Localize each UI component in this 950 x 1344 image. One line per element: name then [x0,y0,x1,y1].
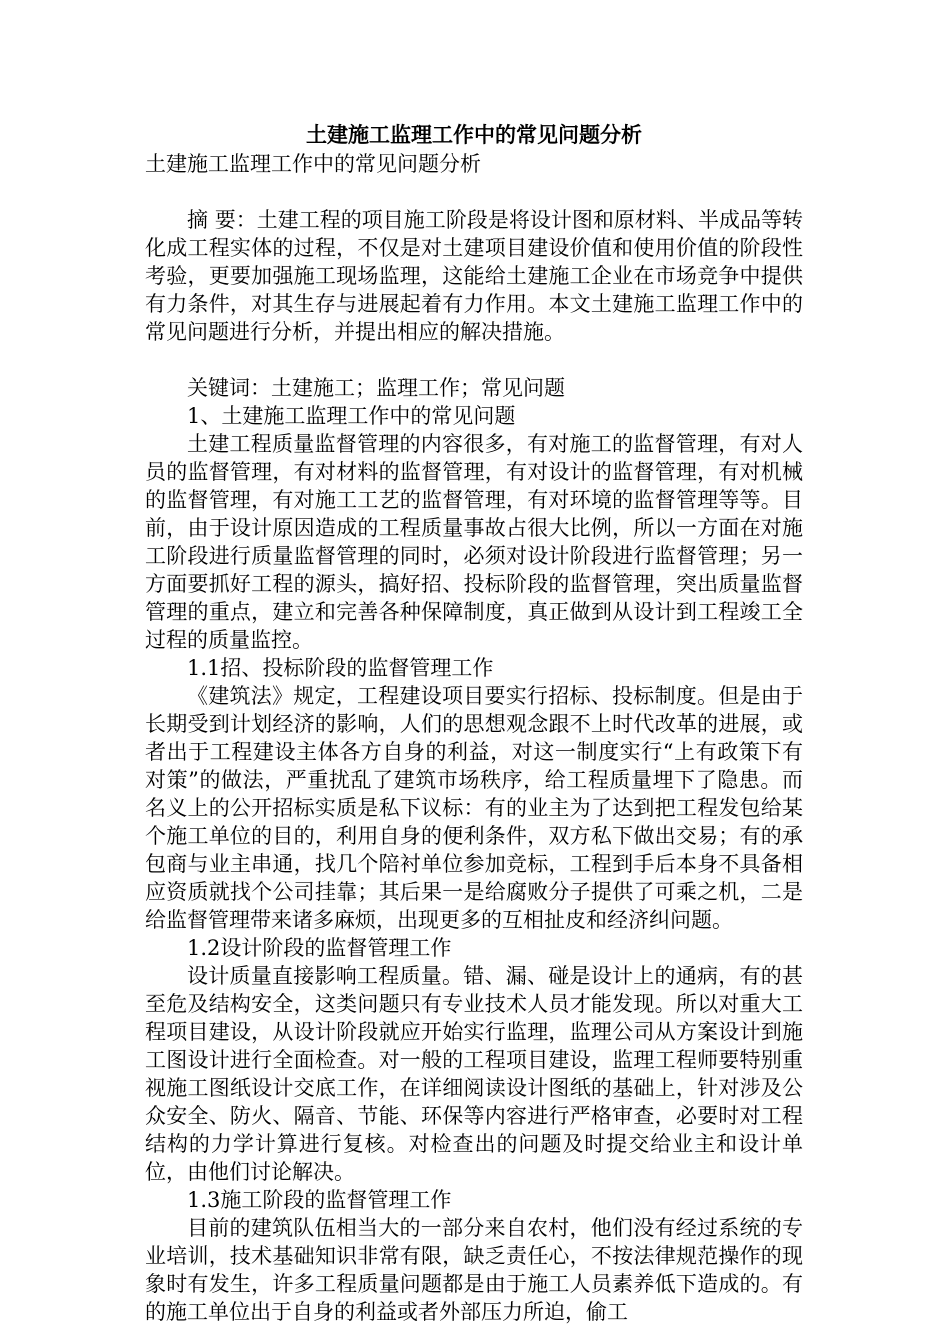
document-page [145,120,803,1326]
body-paragraph: 设计质量直接影响工程质量。错、漏、碰是设计上的通病，有的甚至危及结构安全，这类问题只有专业技术人员才能发现。所以对重大工程项目建设，从设计阶段就应开始实行监理，监理公司从方案设计到施工图设计进行全面检查。对一般的工程项目建设，监理工程师要特别重视施工图纸设计交底工作，在详细阅读设计图纸的基础上，针对涉及公众安全、防火、隔音、节能、环保等内容进行严格审查，必要时对工程结构的力学计算进行复核。对检查出的问题及时提交给业主和设计单位，由他们讨论解决。 [145,964,803,1184]
body-paragraph: 目前的建筑队伍相当大的一部分来自农村，他们没有经过系统的专业培训，技术基础知识非常有限，缺乏责任心，不按法律规范操作的现象时有发生，许多工程质量问题都是由于施工人员素养低下造成的。有的施工单位出于自身的利益或者外部压力所迫，偷工 [145,1216,803,1324]
document-title: 土建施工监理工作中的常见问题分析 [306,122,642,147]
keywords-line: 关键词：土建施工；监理工作；常见问题 [187,376,565,400]
blank-line [145,346,803,374]
body-paragraph: 《建筑法》规定，工程建设项目要实行招标、投标制度。但是由于长期受到计划经济的影响，人们的思想观念跟不上时代改革的进展，或者出于工程建设主体各方自身的利益，对这一制度实行“上有政策下有对策”的做法，严重扰乱了建筑市场秩序，给工程质量埋下了隐患。而名义上的公开招标实质是私下议标：有的业主为了达到把工程发包给某个施工单位的目的，利用自身的便利条件，双方私下做出交易；有的承包商与业主串通，找几个陪衬单位参加竞标，工程到手后本身不具备相应资质就找个公司挂靠；其后果一是给腐败分子提供了可乘之机，二是给监督管理带来诸多麻烦，出现更多的互相扯皮和经济纠问题。 [145,684,803,932]
section-heading: 1、土建施工监理工作中的常见问题 [187,404,516,428]
section-heading: 1.3施工阶段的监督管理工作 [187,1188,452,1212]
section-heading: 1.1招、投标阶段的监督管理工作 [187,656,494,680]
abstract-paragraph: 摘 要：土建工程的项目施工阶段是将设计图和原材料、半成品等转化成工程实体的过程，不仅是对土建项目建设价值和使用价值的阶段性考验，更要加强施工现场监理，这能给土建施工企业在市场竞争中提供有力条件，对其生存与进展起着有力作用。本文土建施工监理工作中的常见问题进行分析，并提出相应的解决措施。 [145,208,803,344]
body-paragraph: 土建工程质量监督管理的内容很多，有对施工的监督管理，有对人员的监督管理，有对材料的监督管理，有对设计的监督管理，有对机械的监督管理，有对施工工艺的监督管理，有对环境的监督管理等等。目前，由于设计原因造成的工程质量事故占很大比例，所以一方面在对施工阶段进行质量监督管理的同时，必须对设计阶段进行监督管理；另一方面要抓好工程的源头，搞好招、投标阶段的监督管理，突出质量监督管理的重点，建立和完善各种保障制度，真正做到从设计到工程竣工全过程的质量监控。 [145,432,803,652]
document-subtitle: 土建施工监理工作中的常见问题分析 [145,152,481,176]
blank-line [145,178,803,206]
section-heading: 1.2设计阶段的监督管理工作 [187,936,452,960]
